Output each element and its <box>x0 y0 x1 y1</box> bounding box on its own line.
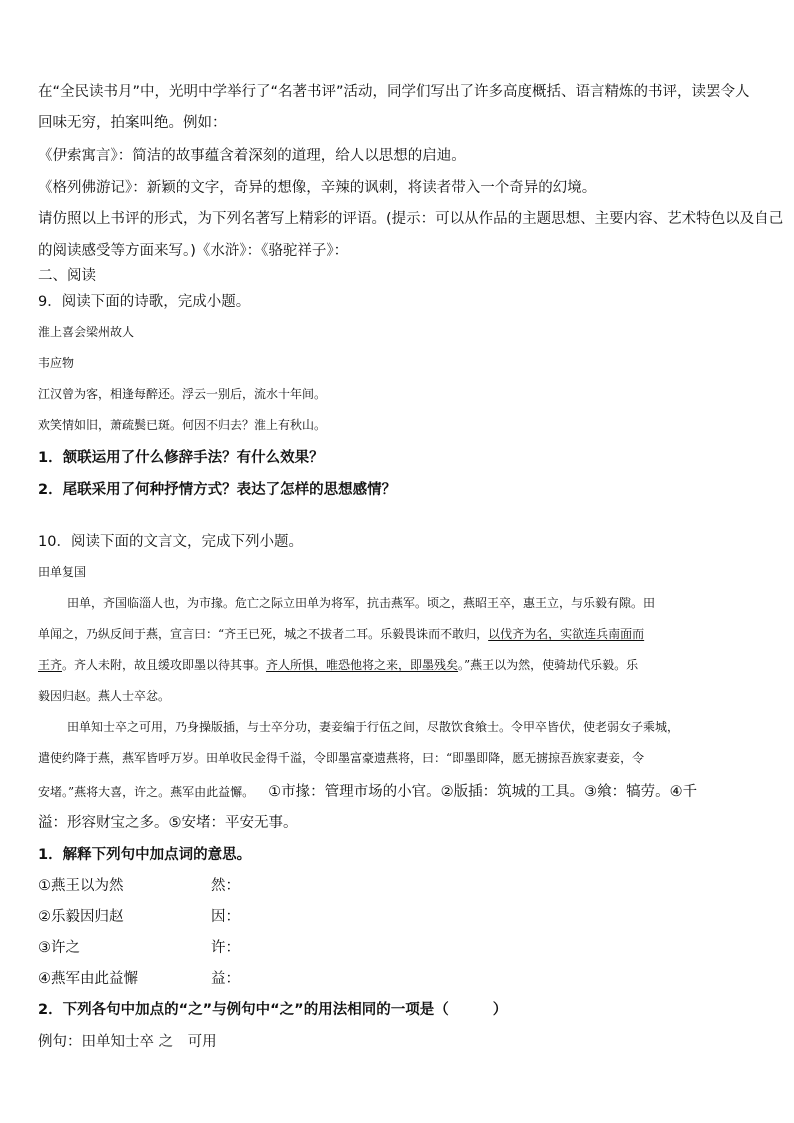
passage-p1-line-4: 毅因归赵。燕人士卒忿。 <box>38 689 171 703</box>
word-sentence: ④燕军由此益懈 <box>38 971 138 987</box>
word-target: 因： <box>211 909 240 925</box>
q9-sub-1: 1．颔联运用了什么修辞手法？有什么效果？ <box>38 450 324 466</box>
q10-stem: 10．阅读下面的文言文，完成下列小题。 <box>38 534 303 550</box>
word-item-2 <box>38 905 738 926</box>
passage-text: 。”燕王以为然，使骑劫代乐毅。乐 <box>458 658 639 672</box>
poem-title: 淮上喜会梁州故人 <box>38 325 135 339</box>
example-review-1: 《伊索寓言》：简洁的故事蕴含着深刻的道理，给人以思想的启迪。 <box>38 148 466 164</box>
underlined-sentence: 王齐 <box>38 658 63 672</box>
task-line-1: 请仿照以上书评的形式，为下列名著写上精彩的评语。(提示：可以从作品的主题思想、主要内容、艺术特色以及自己 <box>38 211 784 227</box>
word-item-3 <box>38 936 738 957</box>
q10-sub-2 <box>38 998 507 1019</box>
word-item-4 <box>38 967 738 988</box>
passage-p2-line-1: 田单知士卒之可用，乃身操版插，与士卒分功，妻妾编于行伍之间，尽散饮食飨士。令甲卒皆伏，使老弱女子乘城， <box>67 720 680 734</box>
footnotes: ①市掾：管理市场的小官。②版插：筑城的工具。③飨：犒劳。④千 <box>268 784 698 800</box>
word-sentence: ③许之 <box>38 940 80 956</box>
word-sentence: ②乐毅因归赵 <box>38 909 124 925</box>
question-text: 2．下列各句中加点的“之”与例句中“之”的用法相同的一项是（ <box>38 1002 449 1018</box>
underlined-sentence: 以伐齐为名，实欲连兵南面而 <box>488 627 645 641</box>
intro-line-2: 回味无穷，拍案叫绝。例如： <box>38 115 227 131</box>
task-line-2: 的阅读感受等方面来写。)《水浒》：《骆驼祥子》： <box>38 243 349 259</box>
question-close-paren: ） <box>492 1002 508 1018</box>
section-title: 二、阅读 <box>38 268 96 284</box>
word-sentence: ①燕王以为然 <box>38 878 124 894</box>
example-sentence: 例句：田单知士卒 之 可用 <box>38 1034 217 1050</box>
q9-sub-2: 2．尾联采用了何种抒情方式？表达了怎样的思想感情？ <box>38 482 397 498</box>
passage-p1-line-3 <box>38 656 638 673</box>
poem-author: 韦应物 <box>38 356 75 370</box>
text-title: 田单复国 <box>38 565 87 579</box>
word-target: 许： <box>211 940 240 956</box>
word-target: 益： <box>211 971 240 987</box>
passage-p1-line-2 <box>38 625 644 642</box>
passage-p2-line-2: 遣使约降于燕，燕军皆呼万岁。田单收民金得千溢，令即墨富豪遗燕将，曰：“即墨即降，愿无掳掠吾族家妻妾，令 <box>38 751 645 765</box>
poem-line-2: 欢笑情如旧，萧疏鬓已斑。何因不归去？淮上有秋山。 <box>38 418 327 432</box>
example-review-2: 《格列佛游记》：新颖的文字，奇异的想像，辛辣的讽刺，将读者带入一个奇异的幻境。 <box>38 180 597 196</box>
passage-text: 单闻之，乃纵反间于燕，宣言曰：“齐王已死，城之不拔者二耳。乐毅畏诛而不敢归， <box>38 627 489 641</box>
passage-text: 。齐人未附，故且缓攻即墨以待其事。 <box>62 658 267 672</box>
underlined-sentence: 齐人所惧，唯恐他将之来，即墨残矣 <box>266 658 459 672</box>
passage-p1-line-1: 田单，齐国临淄人也，为市掾。危亡之际立田单为将军，抗击燕军。顷之，燕昭王卒，惠王立，与乐毅有隙。田 <box>67 596 656 610</box>
q10-sub-1: 1．解释下列句中加点词的意思。 <box>38 847 252 863</box>
poem-line-1: 江汉曾为客，相逢每醉还。浮云一别后，流水十年间。 <box>38 387 327 401</box>
intro-line-1: 在“全民读书月”中，光明中学举行了“名著书评”活动，同学们写出了许多高度概括、语言精炼的书评，读罢令人 <box>38 84 750 100</box>
word-item-1 <box>38 874 738 895</box>
word-target: 然： <box>211 878 240 894</box>
q9-stem: 9．阅读下面的诗歌，完成小题。 <box>38 294 251 310</box>
passage-text: 安堵。”燕将大喜，许之。燕军由此益懈。 <box>38 785 255 799</box>
passage-p2-line-3 <box>38 780 697 801</box>
footnotes-line-2: 溢：形容财宝之多。⑤安堵：平安无事。 <box>38 815 298 831</box>
